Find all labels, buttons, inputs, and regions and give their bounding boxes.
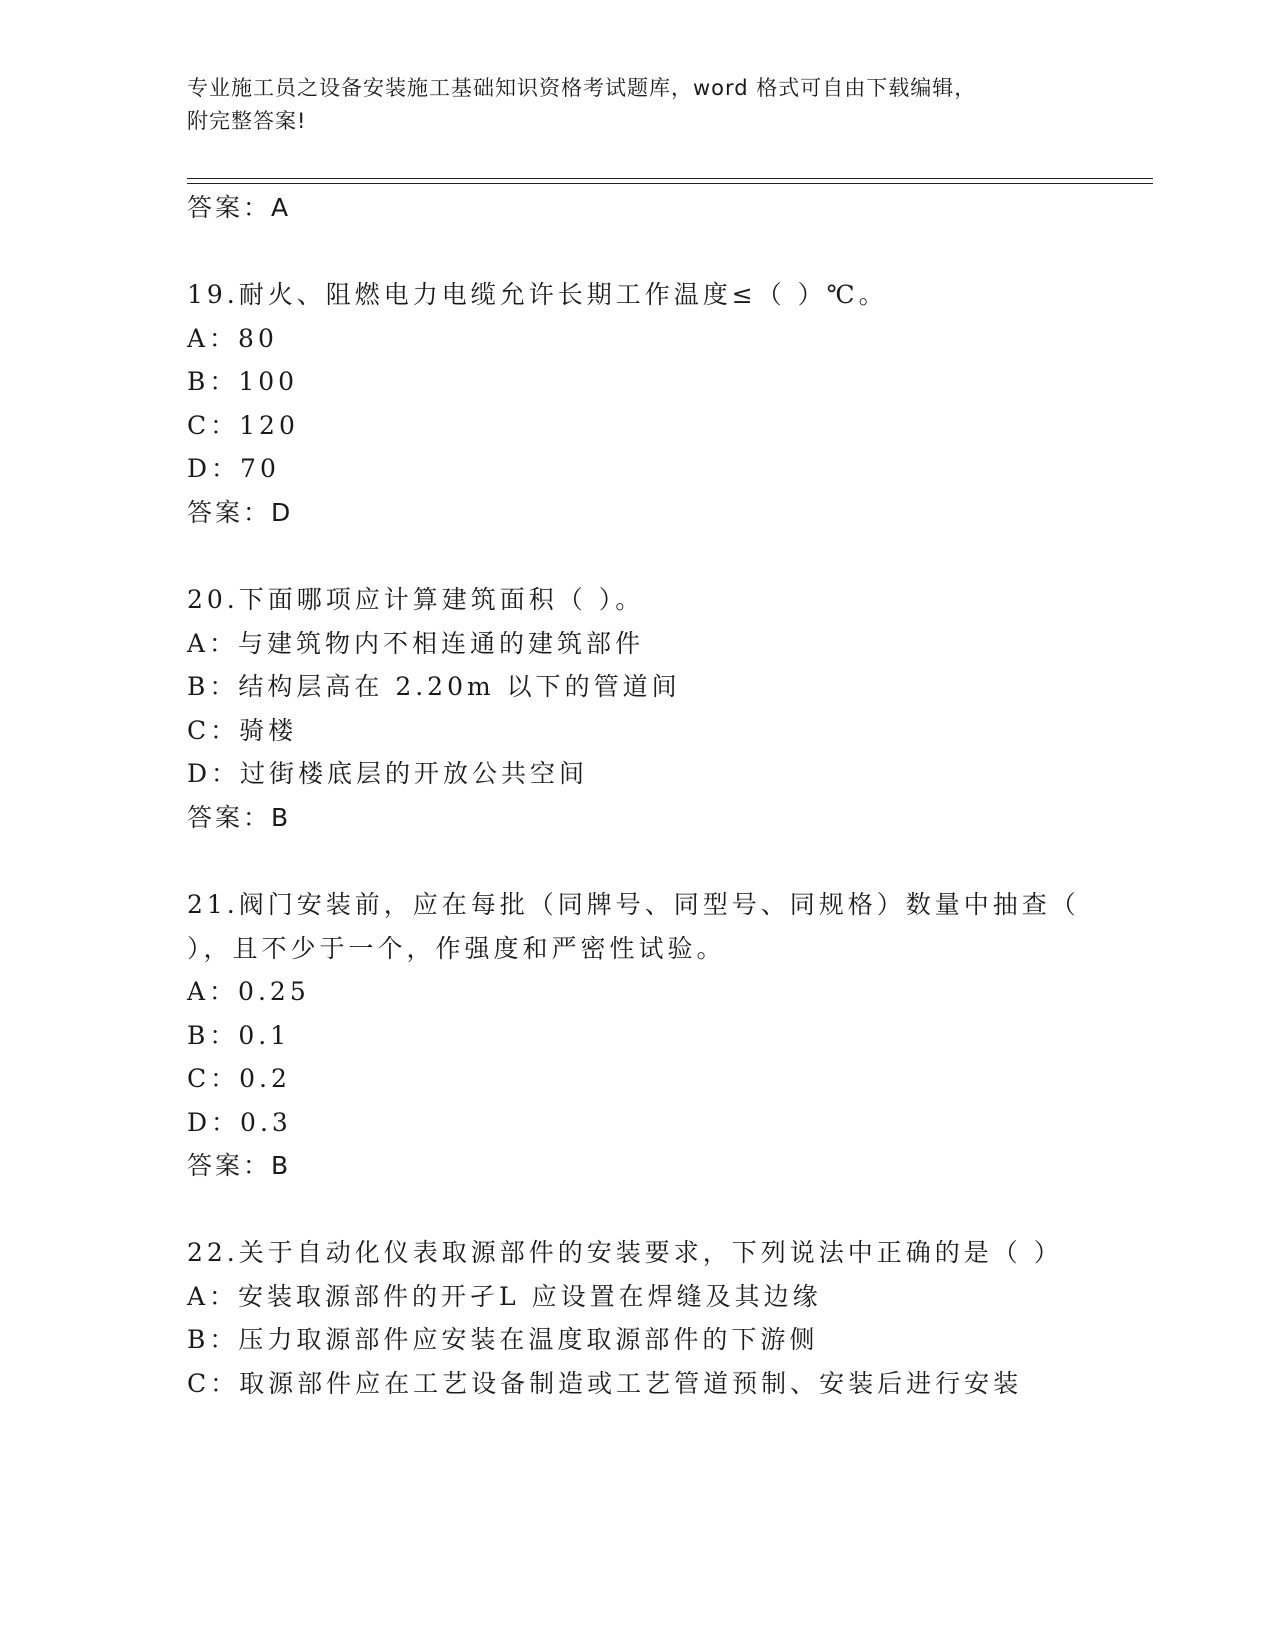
question-20-option-d: D：过街楼底层的开放公共空间 [187,759,589,788]
question-21-option-d: D：0.3 [187,1108,292,1137]
question-19-option-c: C：120 [187,411,299,440]
answer-previous: 答案：A [187,193,292,222]
question-21-option-a: A：0.25 [187,977,310,1006]
header-line-2: 附完整答案! [187,109,307,133]
question-19-option-a: A：80 [187,324,278,353]
question-22-option-c: C：取源部件应在工艺设备制造或工艺管道预制、安装后进行安装 [187,1369,1023,1398]
question-20-option-c: C：骑楼 [187,716,298,745]
header-divider-bottom [187,183,1153,184]
question-22-option-a: A：安装取源部件的开孑L 应设置在焊缝及其边缘 [187,1282,822,1311]
question-21-option-b: B：0.1 [187,1021,291,1050]
question-22-option-b: B：压力取源部件应安装在温度取源部件的下游侧 [187,1325,819,1354]
question-21-option-c: C：0.2 [187,1064,291,1093]
question-21-stem-line-2: ），且不少于一个，作强度和严密性试验。 [187,934,726,963]
question-19-option-b: B：100 [187,367,299,396]
question-20-option-b: B：结构层高在 2.20m 以下的管道间 [187,672,681,701]
question-19-option-d: D：70 [187,454,280,483]
question-20-option-a: A：与建筑物内不相连通的建筑部件 [187,629,645,658]
question-21-answer: 答案：B [187,1151,292,1180]
header-line-1: 专业施工员之设备安装施工基础知识资格考试题库，word 格式可自由下载编辑， [187,76,977,100]
question-19-answer: 答案：D [187,498,294,527]
question-19-stem: 19.耐火、阻燃电力电缆允许长期工作温度≤（ ）℃。 [187,280,888,309]
question-20-stem: 20.下面哪项应计算建筑面积（ ）。 [187,585,645,614]
question-22-stem: 22.关于自动化仪表取源部件的安装要求，下列说法中正确的是（ ） [187,1238,1063,1267]
header-divider-top [187,178,1153,179]
question-20-answer: 答案：B [187,803,292,832]
question-21-stem-line-1: 21.阀门安装前，应在每批（同牌号、同型号、同规格）数量中抽查（ [187,890,1080,919]
document-header [187,72,1067,138]
